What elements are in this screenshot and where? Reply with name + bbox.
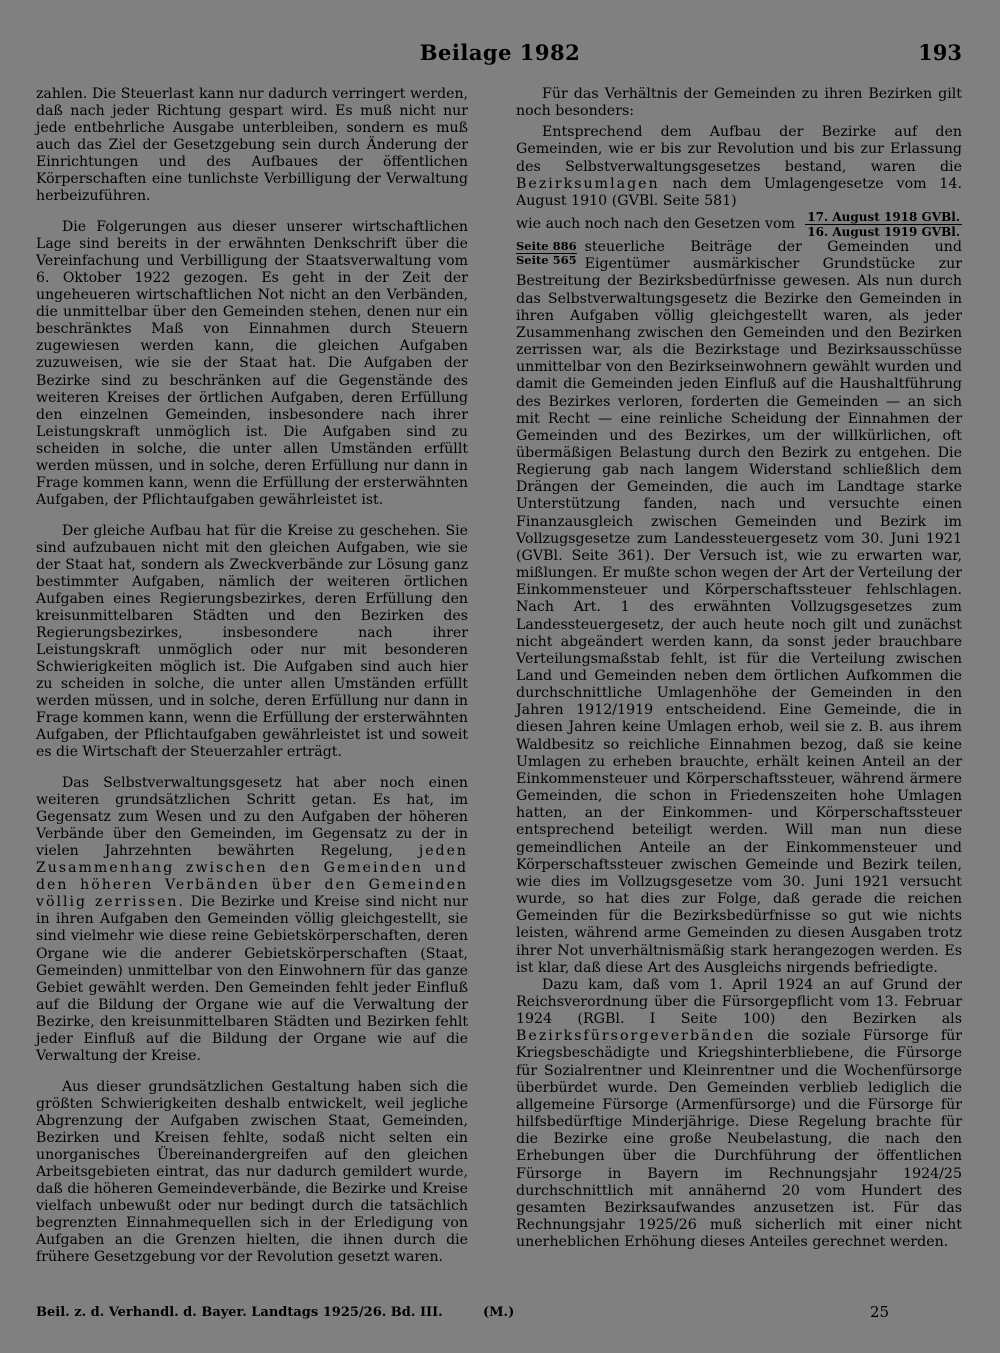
paragraph-text: nach dem Umlagengesetze vom 14. August 1910 (GVBl. Seite 581) — [516, 175, 962, 209]
page-citation-fraction — [516, 240, 577, 267]
law-citation-fraction — [805, 210, 962, 239]
paragraph-text: Entsprechend dem Aufbau der Bezirke auf den Gemeinden, wie er bis zur Revolution und bis zur Erlassung des Selbstverwaltungsgesetzes bestand, waren die — [516, 124, 962, 175]
emphasized-text: Bezirksumlagen — [516, 175, 660, 192]
paragraph-text: Dazu kam, daß vom 1. April 1924 an auf Grund der Reichsverordnung über die Fürsorgepflicht vom 13. Februar 1924 (RGBl. I Seite 100) den Bezirken als — [516, 976, 962, 1028]
fraction-numerator: 17. August 1918 GVBl. — [807, 210, 960, 225]
paragraph-text: Die Bezirke und Kreise sind nicht nur in ihren Aufgaben den Gemeinden völlig gleichgestellt, sie sind vielmehr wie diese reine Gebietskörperschaften, deren Organe wie die anderer Gebietskörperschaften (Staat, Gemeinden) unmittelbar von den Einwohnern für das ganze Gebiet gewählt werden. Den Gemeinden fehlt jeder Einfluß auf die Bildung der Organe wie auf die Verwaltung der Bezirke, den kreisunmittelbaren Städten und Bezirken fehlt jeder Einfluß auf die Bildung der Organe wie auf die Verwaltung der Kreise. — [36, 894, 468, 1064]
page-number: 193 — [918, 40, 962, 65]
paragraph-text: wie auch noch nach den Gesetzen vom — [516, 216, 795, 233]
emphasized-text: Bezirksfürsorgeverbänden — [516, 1028, 756, 1045]
paragraph-text: Das Selbstverwaltungsgesetz hat aber noch einen weiteren grundsätzlichen Schritt getan. Es hat, im Gegensatz zum Wesen und zu den Aufgaben der höheren Verbände über den Gemeinden, im Gegensatz zu der in vielen Jahrzehnten bewährten Regelung, — [36, 775, 468, 860]
paragraph: Der gleiche Aufbau hat für die Kreise zu geschehen. Sie sind aufzubauen nicht mit den gleichen Aufgaben, wie sie der Staat hat, sondern als Zweckverbände zur Lösung ganz bestimmter Aufgaben, nämlich der weiteren örtlichen Aufgaben eines Regierungsbezirkes, deren Erfüllung den kreisunmittelbaren Städten und den Bezirken des Regierungsbezirkes, insbesondere nach ihrer Leistungskraft unmöglich oder nur mit besonderen Schwierigkeiten möglich ist. Die Aufgaben sind auch hier zu scheiden in solche, die unter allen Umständen erfüllt werden müssen, und in solche, deren Erfüllung nur dann in Frage kommen kann, wenn die Erfüllung der ersterwähnten Aufgaben, der Pflichtaufgaben gewährleistet ist und soweit es die Wirtschaft der Steuerzahler erträgt. — [36, 522, 468, 761]
emphasized-text: jeden Zusammenhang zwischen den Gemeinden und den höheren Verbänden über den Gemeinden völlig zerrissen. — [36, 843, 468, 911]
paragraph — [516, 977, 962, 1252]
paragraph — [516, 239, 962, 977]
citation-line — [516, 210, 962, 239]
paragraph: Für das Verhältnis der Gemeinden zu ihren Bezirken gilt noch besonders: — [516, 86, 962, 120]
paragraph: Aus dieser grundsätzlichen Gestaltung haben sich die größten Schwierigkeiten deshalb entwickelt, weil jegliche Abgrenzung der Aufgaben zwischen Staat, Gemeinden, Bezirken und Kreisen fehlte, sodaß nicht selten ein unorganisches Übereinandergreifen auf den gleichen Arbeitsgebieten eintrat, das nur dadurch gemildert wurde, daß die höheren Gemeindeverbände, die Bezirke und Kreise vielfach unbewußt oder nur bedingt durch die tatsächlich begrenzten Einnahmequellen sich in der Erledigung von Aufgaben an die Grenzen hielten, die ihnen durch die frühere Gesetzgebung vor der Revolution gesetzt waren. — [36, 1078, 468, 1266]
footer-sheet-number: 25 — [870, 1303, 890, 1321]
paragraph-text: steuerliche Beiträge der Gemeinden und Eigentümer ausmärkischer Grundstücke zur Bestreitung der Bezirksbedürfnisse gewesen. Als nun durch das Selbstverwaltungsgesetz die Bezirke den Gemeinden in ihren Aufgaben völlig gleichgestellt waren, als jeder Zusammenhang zwischen den Gemeinden und den Bezirken zerrissen war, als die Bezirkstage und Bezirksausschüsse unmittelbar von den Bezirkseinwohnern gewählt wurden und damit die Gemeinden jeden Einfluß auf die Haushaltführung des Bezirkes verloren, forderten die Gemeinden — an sich mit Recht — eine reinliche Scheidung der Einnahmen der Gemeinden und des Bezirkes, um der willkürlichen, oft übermäßigen Belastung durch den Bezirk zu entgehen. Die Regierung gab nach langem Widerstand schließlich dem Drängen der Gemeinden, die auch im Landtage starke Unterstützung fanden, nach und versuchte einen Finanzausgleich zwischen Gemeinden und Bezirk im Vollzugsgesetze zum Landessteuergesetz vom 30. Juni 1921 (GVBl. Seite 361). Der Versuch ist, wie zu erwarten war, mißlungen. Er mußte schon wegen der Art der Verteilung der Einkommensteuer und Körperschaftssteuer fehlschlagen. Nach Art. 1 des erwähnten Vollzugsgesetzes zum Landessteuergesetz, der auch heute noch gilt und zunächst nicht abgeändert werden kann, da sonst jeder brauchbare Verteilungsmaßstab fehlt, ist für die Verteilung zwischen Land und Gemeinden neben dem örtlichen Aufkommen die durchschnittliche Umlagenhöhe der Gemeinden in den Jahren 1912/1919 entscheidend. Eine Gemeinde, die in diesen Jahren keine Umlagen erhob, weil sie z. B. aus ihrem Waldbesitz so reichliche Einnahmen bezog, daß sie keine Umlagen zu erheben brauchte, erhält keinen Anteil an der Einkommensteuer und Körperschaftssteuer, während ärmere Gemeinden, die schon in Friedenszeiten hohe Umlagen hatten, an der Einkommen- und Körperschaftssteuer entsprechend beteiligt werden. Will man nun diese gemeindlichen Anteile an der Einkommensteuer und Körperschaftssteuer zwischen Gemeinde und Bezirk teilen, wie dies im Vollzugsgesetze vom 30. Juni 1921 versucht wurde, so hat dies zur Folge, daß gerade die reichen Gemeinden für die Bezirksbedürfnisse so gut wie nichts leisten, während arme Gemeinden zu diesen Ausgaben trotz ihrer Not unverhältnismäßig stark herangezogen werden. Es ist klar, daß diese Art des Ausgleichs nirgends befriedigte. — [516, 239, 962, 976]
paragraph — [36, 775, 468, 1065]
paragraph — [516, 124, 962, 210]
right-column — [516, 86, 962, 1251]
fraction-denominator: 16. August 1919 GVBl. — [807, 225, 960, 240]
paragraph-text: die soziale Fürsorge für Kriegsbeschädigte und Kriegshinterbliebene, die Fürsorge für Sozialrentner und Kleinrentner und die Wochenfürsorge überbürdet wurde. Den Gemeinden verblieb lediglich die allgemeine Fürsorge (Armenfürsorge) und die Fürsorge für hilfsbedürftige Minderjährige. Diese Regelung brachte für die Bezirke eine große Neubelastung, die nach den Erhebungen über die Durchführung der öffentlichen Fürsorge in Bayern im Rechnungsjahr 1924/25 durchschnittlich mit annähernd 20 vom Hundert des gesamten Bezirksaufwandes anzusetzen ist. Für das Rechnungsjahr 1925/26 muß sicherlich mit einer nicht unerheblichen Erhöhung dieses Anteiles gerechnet werden. — [516, 1028, 962, 1251]
footer-source: Beil. z. d. Verhandl. d. Bayer. Landtags 1925/26. Bd. III. — [36, 1305, 443, 1320]
fraction-numerator: Seite 886 — [516, 239, 577, 254]
footer-mark: (M.) — [483, 1305, 515, 1320]
fraction-denominator: Seite 565 — [516, 253, 577, 268]
left-column — [36, 86, 468, 1266]
page-title: Beilage 1982 — [419, 40, 581, 65]
paragraph: Die Folgerungen aus dieser unserer wirtschaftlichen Lage sind bereits in der erwähnten Denkschrift über die Vereinfachung und Verbilligung der Staatsverwaltung vom 6. Oktober 1922 gezogen. Es geht in der Zeit der ungeheueren wirtschaftlichen Not nicht an den Verbänden, die unmittelbar über den Gemeinden stehen, denen nur ein beschränktes Maß von Einnahmen durch Steuern zugewiesen werden kann, die gleichen Aufgaben zuzuweisen, wie sie der Staat hat. Die Aufgaben der Bezirke sind zu beschränken auf die Gegenstände des weiteren Kreises der örtlichen Aufgaben, deren Erfüllung den einzelnen Gemeinden, insbesondere nach ihrer Leistungskraft unmöglich ist. Die Aufgaben sind zu scheiden in solche, die unter allen Umständen erfüllt werden müssen, und in solche, deren Erfüllung nur dann in Frage kommen kann, wenn die Erfüllung der ersterwähnten Aufgaben, der Pflichtaufgaben gewährleistet ist. — [36, 219, 468, 508]
paragraph: zahlen. Die Steuerlast kann nur dadurch verringert werden, daß nach jeder Richtung gespart wird. Es muß nicht nur jede entbehrliche Ausgabe unterbleiben, sondern es muß auch das Ziel der Gesetzgebung sein durch Änderung der Einrichtungen und des Aufbaues der öffentlichen Körperschaften eine tunlichste Verbilligung der Verwaltung herbeizuführen. — [36, 86, 468, 205]
